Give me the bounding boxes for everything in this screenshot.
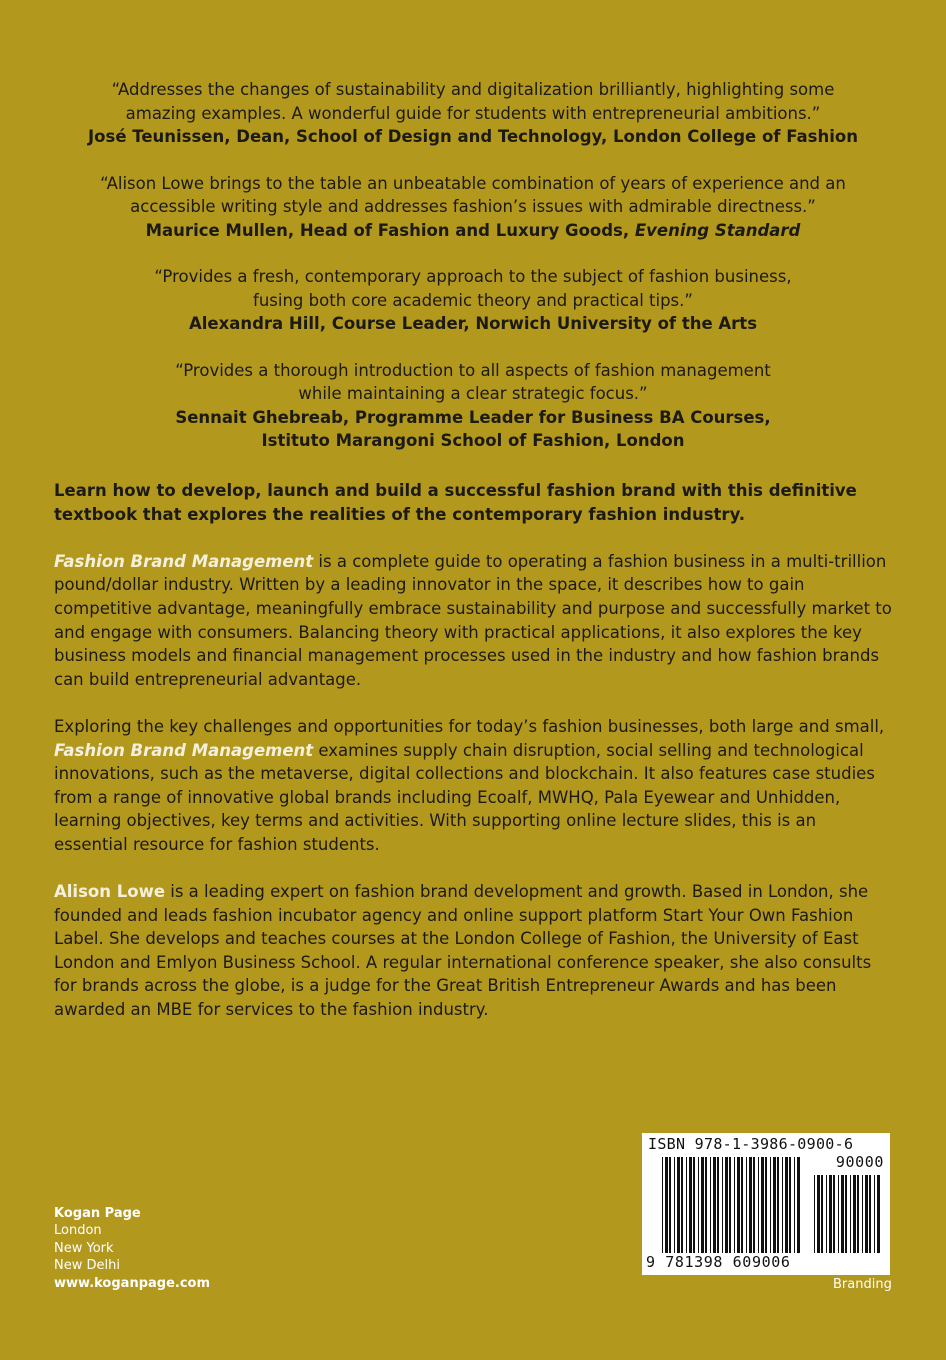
quote-line: fusing both core academic theory and practical tips.”	[253, 290, 693, 310]
isbn-barcode	[642, 1133, 890, 1275]
barcode-bar	[746, 1157, 747, 1253]
quote-line: amazing examples. A wonderful guide for students with entrepreneurial ambitions.”	[125, 103, 821, 123]
barcode-bar	[833, 1175, 835, 1253]
publisher-block	[54, 1205, 210, 1292]
barcode-bar	[850, 1175, 851, 1253]
barcode-bar	[669, 1157, 671, 1253]
quote-line: “Provides a fresh, contemporary approach to the subject of fashion business,	[154, 267, 792, 286]
quote-attribution: José Teunissen, Dean, School of Design and Technology, London College of Fashion	[88, 127, 858, 146]
barcode-bar	[794, 1157, 795, 1253]
barcode-bar	[865, 1175, 868, 1253]
book-title: Fashion Brand Management	[54, 740, 314, 760]
paragraph-text: examines supply chain disruption, social selling and technological innovations, such as the metaverse, digital collections and blockchain. It also features case studies from a range of innovative global brands including Ecoalf, MWHQ, Pala Eyewear and Unhidden, learning objectives, key terms and activities. With supporting online lecture slides, this is an essential resource for fashion students.	[54, 740, 875, 854]
barcode-bar	[785, 1157, 788, 1253]
publisher-name: Kogan Page	[54, 1206, 141, 1221]
barcode-bar	[698, 1157, 699, 1253]
barcode-bar	[877, 1175, 880, 1253]
paragraph-text: is a leading expert on fashion brand development and growth. Based in London, she founded and leads fashion incubator agency and online support platform Start Your Own Fashion Label. She develops and teaches courses at the London College of Fashion, the University of East London and Emlyon Business School. A regular international conference speaker, she also consults for brands across the globe, is a judge for the Great British Entrepreneur Awards and has been awarded an MBE for services to the fashion industry.	[54, 882, 872, 1020]
barcode-bar	[689, 1157, 692, 1253]
barcode-bar	[734, 1157, 735, 1253]
barcode-bar	[777, 1157, 779, 1253]
barcode-bar	[857, 1175, 859, 1253]
barcode-bar	[753, 1157, 755, 1253]
publisher-city: London	[54, 1223, 102, 1239]
barcode-bar	[782, 1157, 783, 1253]
barcode-bar	[713, 1157, 716, 1253]
barcode-bar	[662, 1157, 663, 1253]
isbn-number: ISBN 978-1-3986-0900-6	[648, 1135, 854, 1153]
attribution-publication: Evening Standard	[634, 220, 801, 240]
quote-attribution-line2: Istituto Marangoni School of Fashion, London	[261, 431, 685, 450]
lead-paragraph: Learn how to develop, launch and build a successful fashion brand with this definitive textbook that explores the realities of the contemporary fashion industry.	[54, 481, 857, 524]
barcode-bar	[758, 1157, 759, 1253]
author-name: Alison Lowe	[54, 882, 166, 902]
publisher-city: New Delhi	[54, 1258, 120, 1274]
quote-attribution: Sennait Ghebreab, Programme Leader for Business BA Courses,	[175, 407, 771, 427]
barcode-bar	[674, 1157, 675, 1253]
barcode-bar	[749, 1157, 752, 1253]
paragraph-text: is a complete guide to operating a fashion business in a multi-trillion pound/dollar industry. Written by a leading innovator in the space, it describes how to gain competitive advantage, meaningfully embrace sustainability and purpose and successfully market to and engage with consumers. Balancing theory with practical applications, it also explores the key business models and financial management processes used in the industry and how fashion brands can build entrepreneurial advantage.	[54, 551, 892, 689]
barcode-bar	[722, 1157, 723, 1253]
barcode-bar	[686, 1157, 687, 1253]
barcode-bar	[821, 1175, 823, 1253]
quote-mullen	[0, 172, 946, 243]
barcode-bar	[814, 1175, 815, 1253]
paragraph-text: Exploring the key challenges and opportunities for today’s fashion businesses, both large and small,	[54, 716, 885, 736]
barcode-bar	[773, 1157, 776, 1253]
barcode-bar	[817, 1175, 820, 1253]
barcode-bar	[853, 1175, 856, 1253]
attribution-text: Maurice Mullen, Head of Fashion and Luxury Goods,	[145, 220, 635, 240]
quote-line: accessible writing style and addresses fashion’s issues with admirable directness.”	[130, 197, 816, 216]
barcode-bar	[729, 1157, 731, 1253]
barcode-bar	[701, 1157, 704, 1253]
barcode-bar	[717, 1157, 719, 1253]
barcode-bar	[765, 1157, 767, 1253]
barcode-bar	[677, 1157, 680, 1253]
description	[54, 479, 894, 1045]
quote-hill	[0, 265, 946, 336]
barcode-bar	[761, 1157, 764, 1253]
barcode-bar	[862, 1175, 863, 1253]
barcode-bar	[841, 1175, 844, 1253]
barcode-bar	[829, 1175, 832, 1253]
barcode-bar	[869, 1175, 871, 1253]
quote-attribution	[0, 219, 946, 243]
quote-line: “Addresses the changes of sustainability and digitalization brilliantly, highlighting some	[111, 80, 835, 99]
book-title: Fashion Brand Management	[54, 551, 314, 571]
book-features-paragraph	[54, 715, 894, 857]
quote-teunissen	[0, 78, 946, 149]
book-overview-paragraph	[54, 550, 894, 692]
barcode-bar	[710, 1157, 711, 1253]
quote-attribution: Alexandra Hill, Course Leader, Norwich University of the Arts	[188, 314, 758, 333]
barcode-bar	[845, 1175, 847, 1253]
barcode-bar	[737, 1157, 740, 1253]
quote-line: while maintaining a clear strategic focus.”	[298, 384, 648, 403]
quote-line: “Provides a thorough introduction to all aspects of fashion management	[175, 360, 771, 380]
barcode-bar	[838, 1175, 839, 1253]
barcode-bar	[770, 1157, 771, 1253]
barcode-bar	[826, 1175, 827, 1253]
barcode-bar	[725, 1157, 728, 1253]
barcode-bar	[705, 1157, 707, 1253]
barcode-bar	[797, 1157, 800, 1253]
publisher-website: www.koganpage.com	[54, 1275, 211, 1291]
subject-category: Branding	[833, 1277, 892, 1292]
endorsement-quotes	[0, 78, 946, 476]
price-code: 90000	[835, 1153, 884, 1171]
barcode-bar	[789, 1157, 791, 1253]
quote-ghebreab	[0, 359, 946, 453]
author-bio-paragraph	[54, 880, 894, 1022]
publisher-city: New York	[54, 1240, 114, 1256]
barcode-bar	[693, 1157, 695, 1253]
barcode-bar	[874, 1175, 875, 1253]
barcode-bar	[681, 1157, 683, 1253]
barcode-bar	[741, 1157, 743, 1253]
quote-line: “Alison Lowe brings to the table an unbeatable combination of years of experience and an	[100, 173, 846, 193]
ean-number: 9 781398 609006	[646, 1253, 791, 1271]
barcode-bar	[665, 1157, 668, 1253]
